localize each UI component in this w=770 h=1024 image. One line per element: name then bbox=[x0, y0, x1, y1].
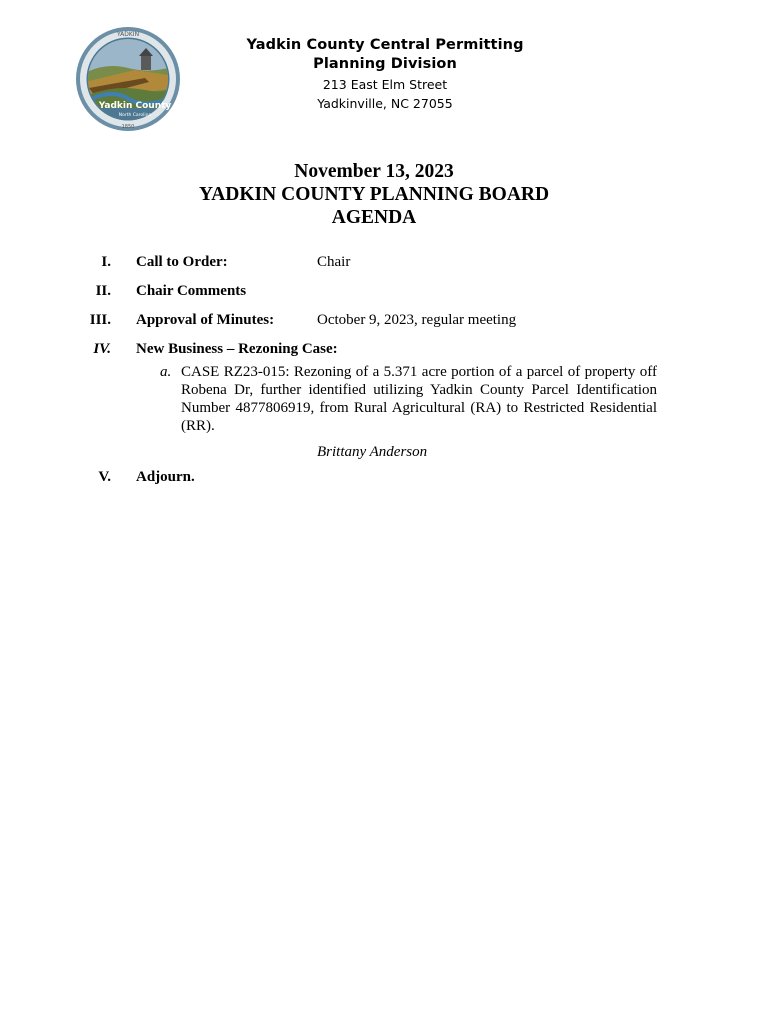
agenda-title-block bbox=[0, 160, 748, 229]
item-number: I. bbox=[101, 254, 111, 270]
item-label: Call to Order: bbox=[136, 254, 228, 270]
item-number: IV. bbox=[93, 341, 111, 357]
meeting-date: November 13, 2023 bbox=[294, 161, 454, 182]
item-label: Adjourn. bbox=[136, 469, 195, 485]
seal-top-text: YADKIN bbox=[116, 31, 140, 38]
subitem-letter: a. bbox=[160, 364, 172, 380]
org-name: Yadkin County Central Permitting bbox=[246, 37, 524, 53]
seal-county-name: Yadkin County bbox=[98, 101, 172, 111]
case-presenter: Brittany Anderson bbox=[317, 444, 428, 460]
item-value: October 9, 2023, regular meeting bbox=[317, 312, 517, 328]
item-label: Chair Comments bbox=[136, 283, 247, 299]
street-address: 213 East Elm Street bbox=[322, 77, 448, 92]
case-description: CASE RZ23-015: Rezoning of a 5.371 acre portion of a parcel of property off Robena Dr, further identified utilizing Yadkin County Parcel Identification Number 4877806919, from Rural Agricultural (RA) to Restricted Residential (RR). bbox=[181, 364, 657, 434]
item-number: V. bbox=[98, 469, 111, 485]
seal-state: North Carolina bbox=[118, 113, 152, 118]
board-name: YADKIN COUNTY PLANNING BOARD bbox=[198, 184, 550, 205]
item-label: New Business – Rezoning Case: bbox=[136, 341, 338, 357]
letterhead bbox=[230, 36, 540, 112]
document-title: AGENDA bbox=[331, 207, 417, 228]
county-seal-logo bbox=[75, 26, 181, 132]
item-number: II. bbox=[95, 283, 111, 299]
item-number: III. bbox=[89, 312, 111, 328]
item-label: Approval of Minutes: bbox=[136, 312, 275, 328]
item-value: Chair bbox=[317, 254, 351, 270]
seal-year: 1850 bbox=[121, 124, 135, 130]
city-address: Yadkinville, NC 27055 bbox=[317, 96, 453, 111]
division-name: Planning Division bbox=[313, 56, 457, 72]
